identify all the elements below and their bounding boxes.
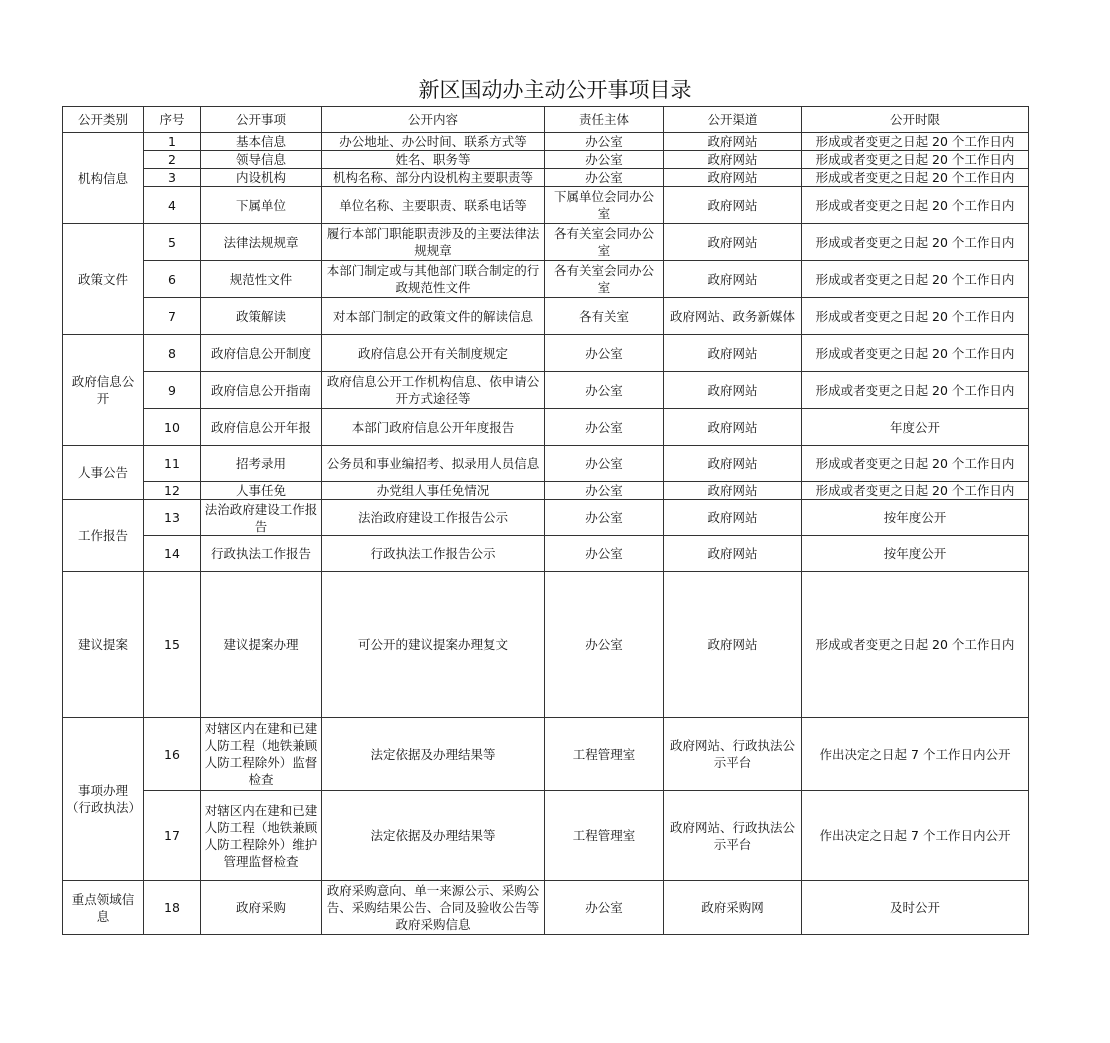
header-owner: 责任主体	[545, 107, 664, 133]
category-cell: 工作报告	[63, 500, 144, 572]
deadline-cell: 形成或者变更之日起 20 个工作日内	[802, 572, 1029, 718]
number-cell: 9	[144, 372, 201, 409]
channel-cell: 政府网站、政务新媒体	[664, 298, 802, 335]
deadline-cell: 形成或者变更之日起 20 个工作日内	[802, 169, 1029, 187]
deadline-cell: 形成或者变更之日起 20 个工作日内	[802, 187, 1029, 224]
content-cell: 公务员和事业编招考、拟录用人员信息	[322, 446, 545, 482]
channel-cell: 政府网站	[664, 372, 802, 409]
deadline-cell: 形成或者变更之日起 20 个工作日内	[802, 224, 1029, 261]
item-cell: 人事任免	[201, 482, 322, 500]
channel-cell: 政府网站	[664, 224, 802, 261]
table-row	[63, 372, 1029, 409]
content-cell: 对本部门制定的政策文件的解读信息	[322, 298, 545, 335]
owner-cell: 工程管理室	[545, 791, 664, 881]
owner-cell: 办公室	[545, 151, 664, 169]
content-cell: 履行本部门职能职责涉及的主要法律法规规章	[322, 224, 545, 261]
deadline-cell: 年度公开	[802, 409, 1029, 446]
channel-cell: 政府网站	[664, 335, 802, 372]
category-cell: 政策文件	[63, 224, 144, 335]
number-cell: 3	[144, 169, 201, 187]
content-cell: 本部门制定或与其他部门联合制定的行政规范性文件	[322, 261, 545, 298]
header-channel: 公开渠道	[664, 107, 802, 133]
category-cell: 机构信息	[63, 133, 144, 224]
header-number: 序号	[144, 107, 201, 133]
content-cell: 法治政府建设工作报告公示	[322, 500, 545, 536]
item-cell: 法律法规规章	[201, 224, 322, 261]
content-cell: 办公地址、办公时间、联系方式等	[322, 133, 545, 151]
owner-cell: 办公室	[545, 482, 664, 500]
deadline-cell: 形成或者变更之日起 20 个工作日内	[802, 151, 1029, 169]
content-cell: 政府信息公开工作机构信息、依申请公开方式途径等	[322, 372, 545, 409]
table-row	[63, 446, 1029, 482]
channel-cell: 政府网站	[664, 151, 802, 169]
deadline-cell: 作出决定之日起 7 个工作日内公开	[802, 718, 1029, 791]
deadline-cell: 按年度公开	[802, 500, 1029, 536]
item-cell: 招考录用	[201, 446, 322, 482]
item-cell: 对辖区内在建和已建人防工程（地铁兼顾人防工程除外）监督检查	[201, 718, 322, 791]
content-cell: 法定依据及办理结果等	[322, 791, 545, 881]
number-cell: 15	[144, 572, 201, 718]
table-row	[63, 335, 1029, 372]
number-cell: 11	[144, 446, 201, 482]
owner-cell: 各有关室	[545, 298, 664, 335]
item-cell: 政府信息公开年报	[201, 409, 322, 446]
owner-cell: 办公室	[545, 133, 664, 151]
number-cell: 8	[144, 335, 201, 372]
channel-cell: 政府网站、行政执法公示平台	[664, 791, 802, 881]
channel-cell: 政府网站	[664, 409, 802, 446]
category-cell: 建议提案	[63, 572, 144, 718]
item-cell: 法治政府建设工作报告	[201, 500, 322, 536]
table-row	[63, 224, 1029, 261]
channel-cell: 政府网站	[664, 482, 802, 500]
owner-cell: 办公室	[545, 409, 664, 446]
table-row	[63, 482, 1029, 500]
content-cell: 法定依据及办理结果等	[322, 718, 545, 791]
deadline-cell: 形成或者变更之日起 20 个工作日内	[802, 482, 1029, 500]
table-row	[63, 261, 1029, 298]
number-cell: 10	[144, 409, 201, 446]
table-row	[63, 187, 1029, 224]
channel-cell: 政府采购网	[664, 881, 802, 935]
content-cell: 姓名、职务等	[322, 151, 545, 169]
number-cell: 13	[144, 500, 201, 536]
channel-cell: 政府网站	[664, 572, 802, 718]
header-content: 公开内容	[322, 107, 545, 133]
item-cell: 下属单位	[201, 187, 322, 224]
owner-cell: 办公室	[545, 572, 664, 718]
item-cell: 建议提案办理	[201, 572, 322, 718]
deadline-cell: 形成或者变更之日起 20 个工作日内	[802, 298, 1029, 335]
item-cell: 政府信息公开指南	[201, 372, 322, 409]
deadline-cell: 形成或者变更之日起 20 个工作日内	[802, 133, 1029, 151]
channel-cell: 政府网站	[664, 446, 802, 482]
channel-cell: 政府网站	[664, 169, 802, 187]
number-cell: 17	[144, 791, 201, 881]
deadline-cell: 形成或者变更之日起 20 个工作日内	[802, 261, 1029, 298]
number-cell: 1	[144, 133, 201, 151]
content-cell: 机构名称、部分内设机构主要职责等	[322, 169, 545, 187]
table-row	[63, 169, 1029, 187]
table-row	[63, 151, 1029, 169]
owner-cell: 办公室	[545, 881, 664, 935]
owner-cell: 各有关室会同办公室	[545, 224, 664, 261]
content-cell: 本部门政府信息公开年度报告	[322, 409, 545, 446]
number-cell: 16	[144, 718, 201, 791]
table-row	[63, 409, 1029, 446]
channel-cell: 政府网站	[664, 133, 802, 151]
header-category: 公开类别	[63, 107, 144, 133]
table-row	[63, 133, 1029, 151]
table-row	[63, 791, 1029, 881]
category-cell: 人事公告	[63, 446, 144, 500]
deadline-cell: 作出决定之日起 7 个工作日内公开	[802, 791, 1029, 881]
deadline-cell: 形成或者变更之日起 20 个工作日内	[802, 335, 1029, 372]
item-cell: 内设机构	[201, 169, 322, 187]
item-cell: 政策解读	[201, 298, 322, 335]
owner-cell: 办公室	[545, 500, 664, 536]
item-cell: 领导信息	[201, 151, 322, 169]
owner-cell: 办公室	[545, 169, 664, 187]
channel-cell: 政府网站	[664, 500, 802, 536]
owner-cell: 工程管理室	[545, 718, 664, 791]
owner-cell: 办公室	[545, 335, 664, 372]
header-item: 公开事项	[201, 107, 322, 133]
table-header-row	[63, 107, 1029, 133]
category-cell: 事项办理（行政执法）	[63, 718, 144, 881]
item-cell: 行政执法工作报告	[201, 536, 322, 572]
category-cell: 重点领域信息	[63, 881, 144, 935]
table-row	[63, 536, 1029, 572]
number-cell: 14	[144, 536, 201, 572]
content-cell: 行政执法工作报告公示	[322, 536, 545, 572]
table-row	[63, 500, 1029, 536]
item-cell: 对辖区内在建和已建人防工程（地铁兼顾人防工程除外）维护管理监督检查	[201, 791, 322, 881]
owner-cell: 各有关室会同办公室	[545, 261, 664, 298]
owner-cell: 下属单位会同办公室	[545, 187, 664, 224]
number-cell: 6	[144, 261, 201, 298]
channel-cell: 政府网站	[664, 536, 802, 572]
item-cell: 基本信息	[201, 133, 322, 151]
number-cell: 12	[144, 482, 201, 500]
item-cell: 规范性文件	[201, 261, 322, 298]
owner-cell: 办公室	[545, 446, 664, 482]
content-cell: 政府采购意向、单一来源公示、采购公告、采购结果公告、合同及验收公告等政府采购信息	[322, 881, 545, 935]
item-cell: 政府信息公开制度	[201, 335, 322, 372]
content-cell: 政府信息公开有关制度规定	[322, 335, 545, 372]
table-row	[63, 718, 1029, 791]
deadline-cell: 及时公开	[802, 881, 1029, 935]
document-title: 新区国动办主动公开事项目录	[418, 78, 692, 102]
channel-cell: 政府网站、行政执法公示平台	[664, 718, 802, 791]
deadline-cell: 形成或者变更之日起 20 个工作日内	[802, 372, 1029, 409]
disclosure-catalog-table	[62, 106, 1029, 935]
channel-cell: 政府网站	[664, 187, 802, 224]
table-row	[63, 572, 1029, 718]
header-deadline: 公开时限	[802, 107, 1029, 133]
category-cell: 政府信息公开	[63, 335, 144, 446]
table-row	[63, 881, 1029, 935]
channel-cell: 政府网站	[664, 261, 802, 298]
number-cell: 7	[144, 298, 201, 335]
deadline-cell: 形成或者变更之日起 20 个工作日内	[802, 446, 1029, 482]
number-cell: 18	[144, 881, 201, 935]
content-cell: 单位名称、主要职责、联系电话等	[322, 187, 545, 224]
content-cell: 可公开的建议提案办理复文	[322, 572, 545, 718]
owner-cell: 办公室	[545, 536, 664, 572]
table-row	[63, 298, 1029, 335]
owner-cell: 办公室	[545, 372, 664, 409]
deadline-cell: 按年度公开	[802, 536, 1029, 572]
number-cell: 5	[144, 224, 201, 261]
number-cell: 4	[144, 187, 201, 224]
item-cell: 政府采购	[201, 881, 322, 935]
content-cell: 办党组人事任免情况	[322, 482, 545, 500]
number-cell: 2	[144, 151, 201, 169]
